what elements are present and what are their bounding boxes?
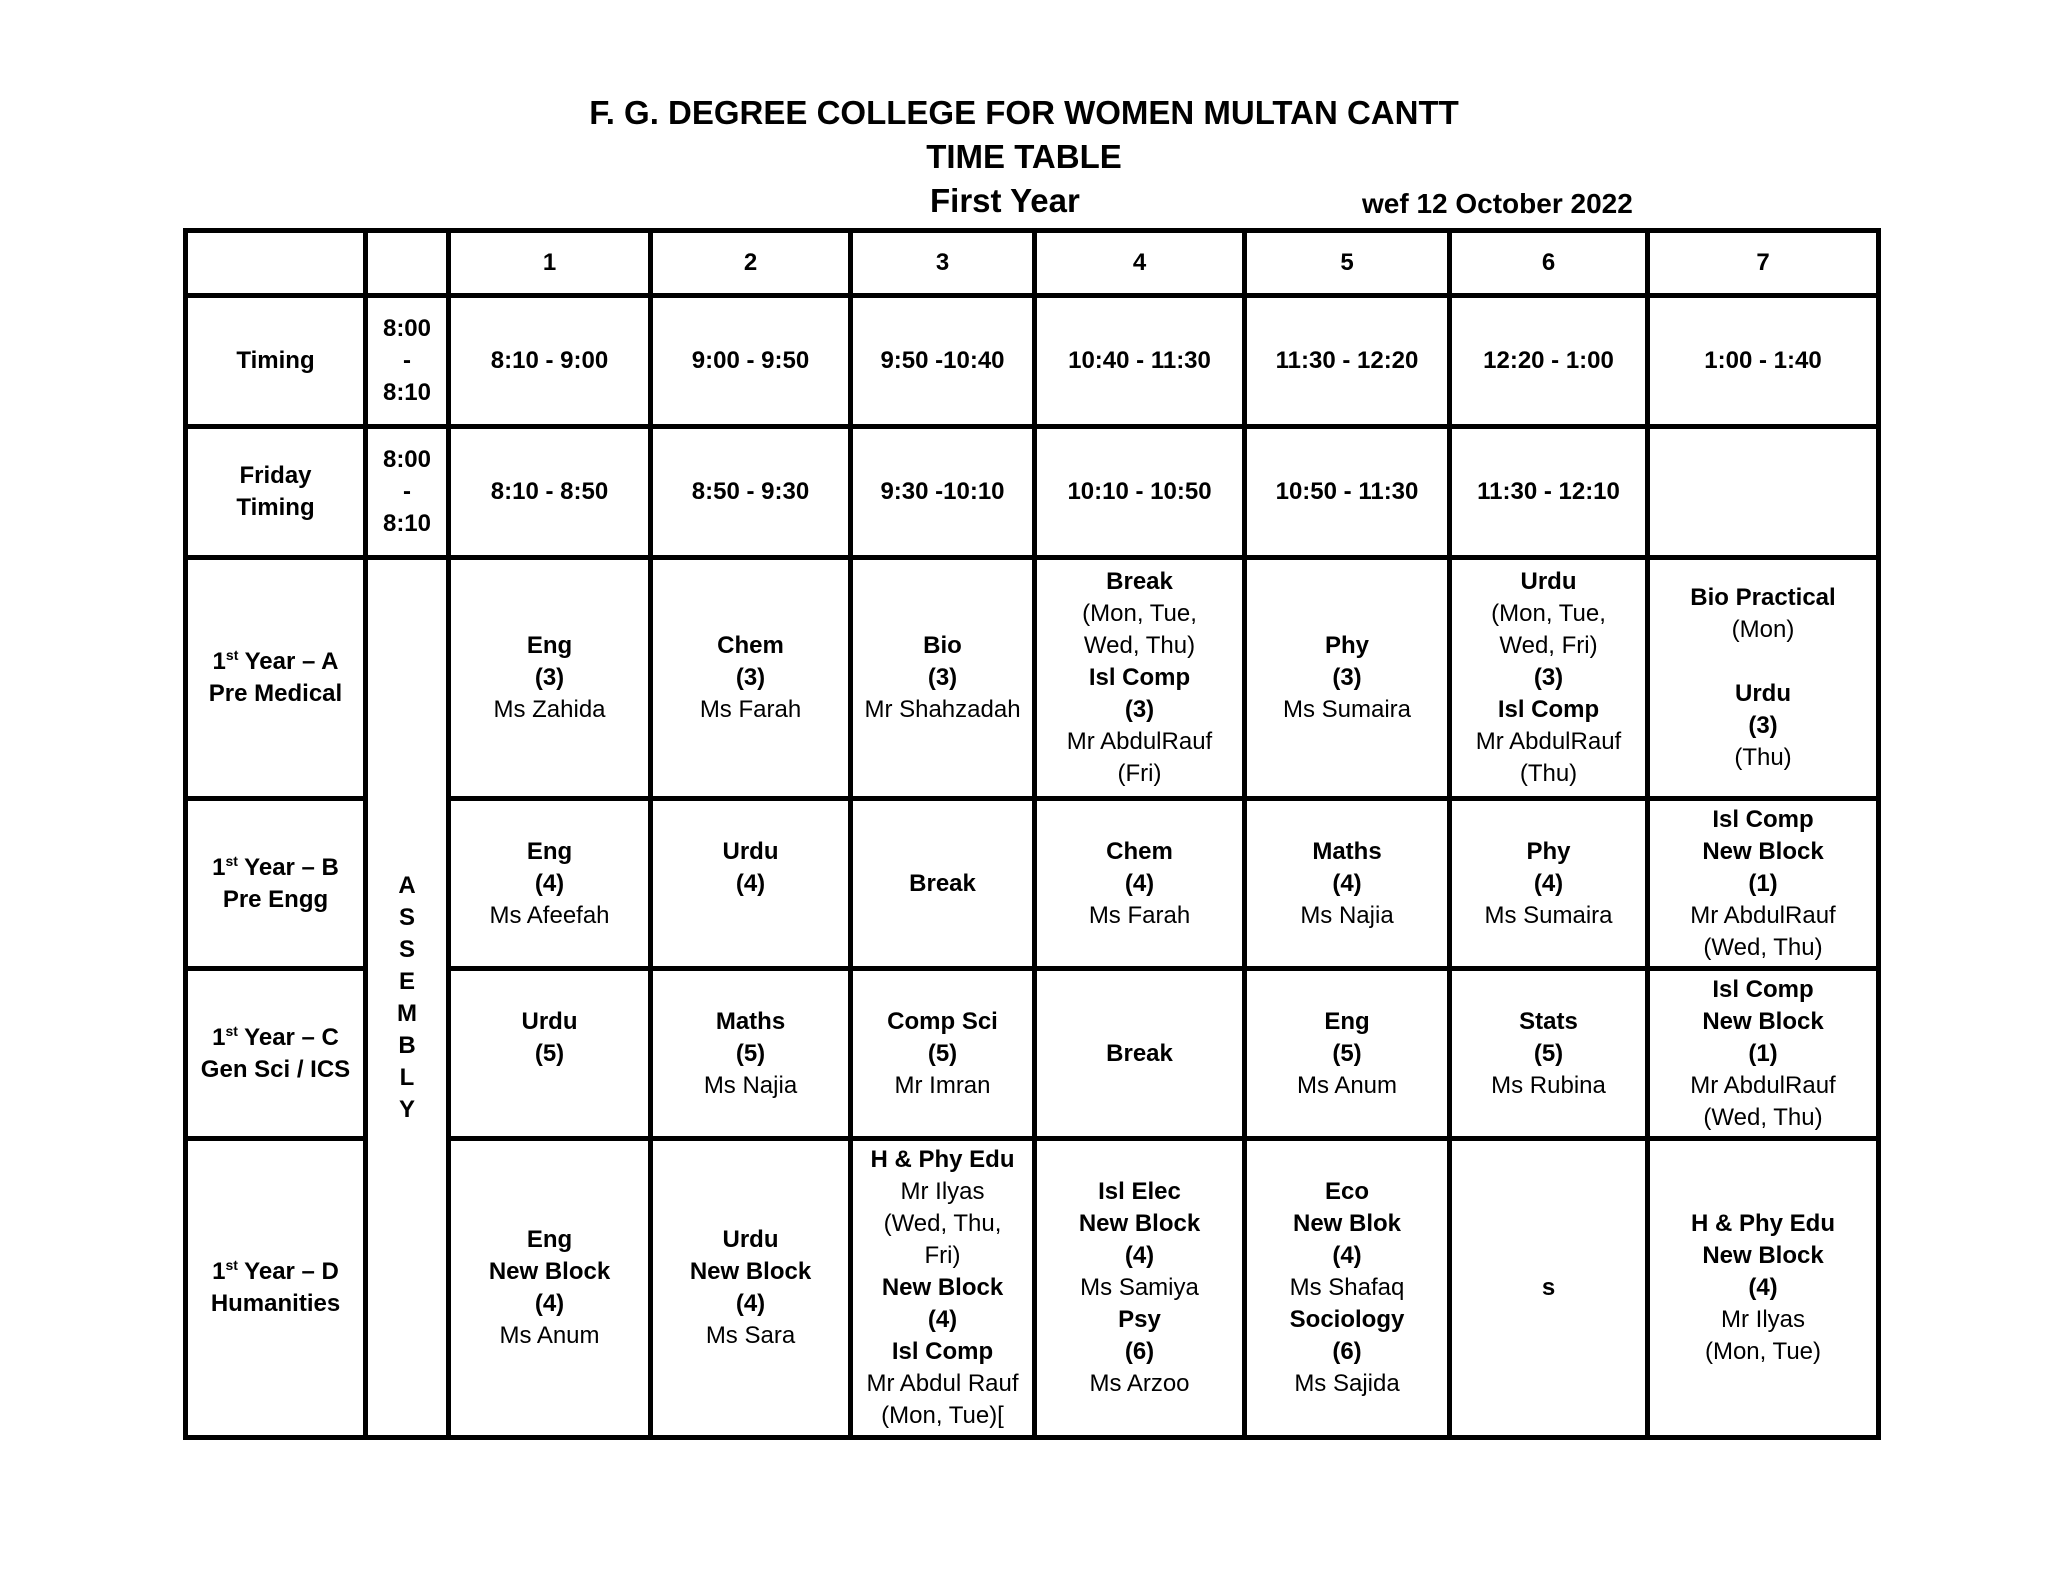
time-slot-5: 10:50 - 11:30 <box>1245 427 1450 558</box>
assembly-letter: L <box>399 1063 415 1091</box>
assembly-letter: A <box>398 871 416 899</box>
lecture-line: Mr AbdulRauf <box>1066 728 1213 755</box>
lecture-line: (Mon, Tue, <box>1082 600 1197 627</box>
lecture-line: (1) <box>1748 869 1778 897</box>
time-slot-6: 11:30 - 12:10 <box>1450 427 1648 558</box>
lecture-line: Mr Ilyas <box>1721 1306 1805 1333</box>
assembly-time-text: 8:00 <box>382 315 432 342</box>
lecture-line: (3) <box>1332 664 1362 691</box>
year-title: First Year <box>930 182 1080 219</box>
lecture-cell-period-2 <box>651 558 851 799</box>
lecture-line: (4) <box>735 1290 766 1317</box>
lecture-line: (Thu) <box>1519 760 1578 787</box>
assembly-time-text: - <box>403 347 411 374</box>
college-title: F. G. DEGREE COLLEGE FOR WOMEN MULTAN CANTT <box>589 94 1459 131</box>
lecture-line: Ms Anum <box>499 1322 600 1349</box>
lecture-cell-period-6 <box>1450 1139 1648 1438</box>
lecture-line: Ms Arzoo <box>1089 1370 1190 1397</box>
lecture-line: (4) <box>1533 869 1564 897</box>
class-stream: Gen Sci / ICS <box>200 1055 351 1083</box>
class-label <box>186 969 366 1139</box>
lecture-line: Isl Comp <box>1497 696 1600 723</box>
lecture-line: Isl Comp <box>1088 664 1191 691</box>
lecture-line: (3) <box>534 664 565 691</box>
lecture-line: New Block <box>1702 837 1824 865</box>
lecture-line: Mr AbdulRauf <box>1475 728 1622 755</box>
time-slot-6: 12:20 - 1:00 <box>1450 296 1648 427</box>
lecture-line: Maths <box>715 1007 786 1035</box>
lecture-line: New Block <box>1702 1242 1824 1269</box>
lecture-line: Wed, Fri) <box>1499 632 1598 659</box>
lecture-line: Ms Samiya <box>1080 1274 1199 1301</box>
lecture-line: (Thu) <box>1734 744 1792 771</box>
lecture-line: Break <box>909 869 976 897</box>
class-stream: Humanities <box>210 1290 341 1317</box>
lecture-line: Maths <box>1312 837 1382 865</box>
class-name: 1st Year – B <box>212 852 339 881</box>
lecture-cell-period-5 <box>1245 558 1450 799</box>
lecture-line: Bio Practical <box>1690 584 1836 611</box>
lecture-line: Ms Zahida <box>493 696 606 723</box>
assembly-time-text: 8:10 <box>382 510 432 537</box>
lecture-line: Chem <box>717 632 784 659</box>
friday-timing-row <box>186 427 1879 558</box>
lecture-cell-period-1 <box>449 969 651 1139</box>
lecture-line: (4) <box>534 1290 565 1317</box>
lecture-line: New Block <box>881 1274 1004 1301</box>
lecture-line: (3) <box>1124 696 1155 723</box>
lecture-line: Ms Anum <box>1296 1071 1398 1099</box>
lecture-cell-period-3 <box>851 558 1035 799</box>
lecture-line: Phy <box>1324 632 1369 659</box>
time-slot-2: 9:00 - 9:50 <box>651 296 851 427</box>
class-stream: Pre Medical <box>208 680 343 707</box>
lecture-line: (3) <box>927 664 958 691</box>
lecture-line: Urdu <box>1520 568 1577 595</box>
time-slot-3: 9:50 -10:40 <box>851 296 1035 427</box>
assembly-time-text: - <box>403 478 411 505</box>
lecture-line: Phy <box>1526 837 1571 865</box>
lecture-line: (5) <box>927 1039 958 1067</box>
lecture-line: (Mon, Tue, <box>1491 600 1606 627</box>
class-name: 1st Year – C <box>212 1022 339 1051</box>
class-row <box>186 558 1879 799</box>
lecture-line <box>657 900 844 932</box>
lecture-cell-period-7 <box>1648 799 1879 969</box>
lecture-line: New Block <box>1702 1007 1824 1035</box>
assembly-letter: B <box>398 1031 416 1059</box>
row-label-text: Friday <box>239 462 312 489</box>
lecture-line: Bio <box>923 632 962 659</box>
lecture-line: (3) <box>1748 712 1778 739</box>
lecture-line: (4) <box>534 869 565 897</box>
time-slot-4: 10:10 - 10:50 <box>1035 427 1245 558</box>
lecture-line: Mr Shahzadah <box>864 696 1021 723</box>
assembly-time-text: 8:10 <box>382 379 432 406</box>
lecture-line: (5) <box>1332 1039 1362 1067</box>
lecture-cell-period-6 <box>1450 969 1648 1139</box>
lecture-line: (6) <box>1124 1338 1155 1365</box>
lecture-line: H & Phy Edu <box>870 1146 1015 1173</box>
lecture-line: Wed, Thu) <box>1083 632 1196 659</box>
time-slot-1: 8:10 - 9:00 <box>449 296 651 427</box>
lecture-line: (4) <box>1748 1274 1778 1301</box>
lecture-line: (Wed, Thu, <box>883 1210 1002 1237</box>
lecture-line: (Mon, Tue) <box>1704 1338 1822 1365</box>
lecture-line: Ms Farah <box>699 696 802 723</box>
assembly-letter: S <box>398 903 415 931</box>
lecture-line: s <box>1541 1274 1556 1301</box>
lecture-cell-period-5 <box>1245 969 1450 1139</box>
lecture-line: Ms Sumaira <box>1484 901 1613 929</box>
lecture-line: (Mon, Tue)[ <box>881 1402 1004 1429</box>
timing-row-assembly-time <box>366 296 449 427</box>
lecture-line: New Block <box>488 1258 611 1285</box>
row-label-text: Timing <box>236 347 315 374</box>
lecture-line: Break <box>1106 568 1173 595</box>
lecture-line: (Mon) <box>1731 616 1795 643</box>
lecture-cell-period-2 <box>651 1139 851 1438</box>
lecture-cell-period-1 <box>449 558 651 799</box>
lecture-line: (3) <box>1533 664 1564 691</box>
lecture-cell-period-4 <box>1035 558 1245 799</box>
lecture-cell-period-7 <box>1648 1139 1879 1438</box>
time-slot-7 <box>1648 427 1879 558</box>
timing-row-label <box>186 296 366 427</box>
lecture-cell-period-5 <box>1245 1139 1450 1438</box>
lecture-cell-period-7 <box>1648 558 1879 799</box>
lecture-line: H & Phy Edu <box>1690 1210 1835 1237</box>
lecture-cell-period-4 <box>1035 1139 1245 1438</box>
blank-header-cell <box>366 231 449 296</box>
lecture-line: Fri) <box>924 1242 961 1269</box>
lecture-line: New Blok <box>1292 1210 1402 1237</box>
lecture-line: Mr AbdulRauf <box>1690 1071 1836 1099</box>
lecture-line: (Wed, Thu) <box>1703 1103 1823 1131</box>
lecture-line <box>1654 646 1872 678</box>
lecture-line: Urdu <box>722 1226 779 1253</box>
friday-timing-row-assembly-time <box>366 427 449 558</box>
assembly-letter: S <box>398 935 415 963</box>
lecture-line: Isl Comp <box>1712 805 1814 833</box>
lecture-cell-period-7 <box>1648 969 1879 1139</box>
timetable-title: TIME TABLE <box>926 138 1122 175</box>
lecture-line: Mr Imran <box>894 1071 991 1099</box>
lecture-line: Eco <box>1324 1178 1369 1205</box>
effective-date: wef 12 October 2022 <box>1362 188 1633 219</box>
time-slot-4: 10:40 - 11:30 <box>1035 296 1245 427</box>
period-number-2: 2 <box>651 231 851 296</box>
assembly-column <box>366 558 449 1438</box>
lecture-line: (4) <box>1332 869 1362 897</box>
assembly-letter: E <box>398 967 415 995</box>
assembly-letter: Y <box>398 1095 415 1123</box>
lecture-line: Ms Farah <box>1088 901 1191 929</box>
lecture-line: Isl Comp <box>891 1338 994 1365</box>
lecture-line: Eng <box>526 632 573 659</box>
lecture-line: Stats <box>1519 1007 1578 1035</box>
timing-row <box>186 296 1879 427</box>
lecture-line: Chem <box>1106 837 1173 865</box>
lecture-line: (5) <box>735 1039 766 1067</box>
lecture-line: (6) <box>1332 1338 1362 1365</box>
class-label <box>186 799 366 969</box>
lecture-line: Eng <box>526 1226 573 1253</box>
lecture-line: (4) <box>927 1306 958 1333</box>
lecture-line: New Block <box>1078 1210 1201 1237</box>
lecture-line: (Wed, Thu) <box>1703 933 1823 961</box>
lecture-line: (1) <box>1748 1039 1778 1067</box>
lecture-line: Ms Sara <box>705 1322 796 1349</box>
time-slot-7: 1:00 - 1:40 <box>1648 296 1879 427</box>
lecture-line: Sociology <box>1289 1306 1405 1333</box>
lecture-line: Mr AbdulRauf <box>1690 901 1836 929</box>
period-number-6: 6 <box>1450 231 1648 296</box>
lecture-cell-period-6 <box>1450 558 1648 799</box>
lecture-cell-period-5 <box>1245 799 1450 969</box>
time-slot-3: 9:30 -10:10 <box>851 427 1035 558</box>
lecture-line: (Fri) <box>1117 760 1162 787</box>
lecture-cell-period-2 <box>651 799 851 969</box>
lecture-line: Urdu <box>1735 680 1791 707</box>
lecture-line: (4) <box>1124 1242 1155 1269</box>
period-header-row <box>186 231 1879 296</box>
lecture-cell-period-6 <box>1450 799 1648 969</box>
friday-timing-row-label <box>186 427 366 558</box>
time-slot-5: 11:30 - 12:20 <box>1245 296 1450 427</box>
time-slot-2: 8:50 - 9:30 <box>651 427 851 558</box>
lecture-line: Comp Sci <box>887 1007 998 1035</box>
lecture-line: Ms Sumaira <box>1282 696 1412 723</box>
row-label-text: Timing <box>236 494 315 521</box>
period-number-4: 4 <box>1035 231 1245 296</box>
assembly-time-text: 8:00 <box>382 446 432 473</box>
lecture-line: Isl Elec <box>1098 1178 1181 1205</box>
lecture-cell-period-4 <box>1035 969 1245 1139</box>
time-slot-1: 8:10 - 8:50 <box>449 427 651 558</box>
lecture-line: (4) <box>1332 1242 1362 1269</box>
lecture-line: New Block <box>689 1258 812 1285</box>
lecture-line: Mr Abdul Rauf <box>866 1370 1019 1397</box>
lecture-line: Mr Ilyas <box>900 1178 985 1205</box>
lecture-line: Ms Sajida <box>1294 1370 1400 1397</box>
lecture-line: (5) <box>1533 1039 1564 1067</box>
lecture-line <box>455 1070 644 1102</box>
lecture-cell-period-3 <box>851 969 1035 1139</box>
class-label <box>186 1139 366 1438</box>
lecture-line: Ms Shafaq <box>1289 1274 1405 1301</box>
lecture-line: Eng <box>1324 1007 1370 1035</box>
blank-header-cell <box>186 231 366 296</box>
lecture-line: Urdu <box>722 837 779 865</box>
period-number-5: 5 <box>1245 231 1450 296</box>
lecture-line: Ms Rubina <box>1491 1071 1606 1099</box>
lecture-cell-period-1 <box>449 799 651 969</box>
lecture-line: (5) <box>534 1039 565 1067</box>
lecture-cell-period-2 <box>651 969 851 1139</box>
lecture-cell-period-3 <box>851 799 1035 969</box>
lecture-line: Urdu <box>521 1007 578 1035</box>
assembly-letter: M <box>397 999 417 1027</box>
lecture-line: (4) <box>735 869 766 897</box>
class-label <box>186 558 366 799</box>
lecture-line: (4) <box>1124 869 1155 897</box>
lecture-line: Ms Afeefah <box>489 901 610 929</box>
lecture-line: Isl Comp <box>1712 975 1814 1003</box>
lecture-cell-period-1 <box>449 1139 651 1438</box>
period-number-1: 1 <box>449 231 651 296</box>
lecture-line: Ms Najia <box>1300 901 1394 929</box>
lecture-cell-period-4 <box>1035 799 1245 969</box>
period-number-3: 3 <box>851 231 1035 296</box>
lecture-line: Psy <box>1118 1306 1161 1333</box>
class-name: 1st Year – D <box>212 1257 339 1285</box>
lecture-line: Eng <box>526 837 573 865</box>
period-number-7: 7 <box>1648 231 1879 296</box>
lecture-line: Break <box>1106 1039 1173 1067</box>
timetable <box>183 228 1881 1440</box>
class-stream: Pre Engg <box>222 885 329 913</box>
class-name: 1st Year – A <box>212 647 339 675</box>
lecture-line: Ms Najia <box>703 1071 798 1099</box>
lecture-line: (3) <box>735 664 766 691</box>
lecture-cell-period-3 <box>851 1139 1035 1438</box>
